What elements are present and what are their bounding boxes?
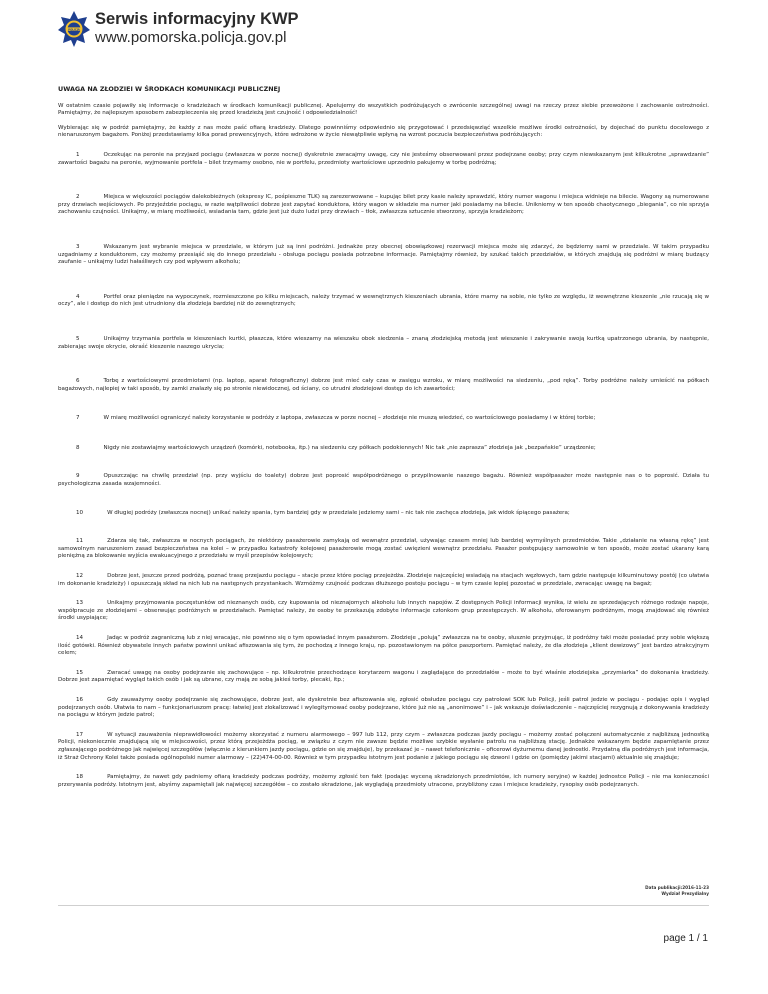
- page-number: page 1 / 1: [663, 933, 708, 944]
- advice-item-text: Wskazanym jest wybranie miejsca w przedziale, w którym już są inni podróżni. Jednakże przy obecnej obowiązkowej rezerwacji miejsca może się zdarzyć, że będziemy sami w przedziale. W takim przypadku uzgadniamy z konduktorem, czy możemy przesiąść się do innego przedziału - obsługa pociągu posiada potrzebne informacje. Pamiętajmy również, by szukać takich przedziałów, w których znajdują się podróżni w miarę budzący zaufanie – unikajmy ludzi hałaśliwych czy pod wpływem alkoholu;: [58, 243, 709, 266]
- advice-item: [58, 194, 709, 217]
- advice-item: [58, 510, 709, 518]
- site-title: Serwis informacyjny KWP: [95, 10, 299, 28]
- advice-item-number: 12: [76, 573, 84, 580]
- advice-item-number: 16: [76, 696, 84, 703]
- advice-item-text: W miarę możliwości ograniczyć należy korzystanie w podróży z laptopa, zwłaszcza w porze nocnej – złodzieje nie muszą wiedzieć, co wartościowego posiadamy i w której torbie;: [103, 415, 596, 422]
- advice-item-text: Gdy zauważymy osoby podejrzanie się zachowujące, dobrze jest, ale dyskretnie bez afiszowania się, zgłosić obsłudze pociągu czy patrolowi SOK lub Policji, jeśli patrol jedzie w pociągu - podając opis i wygląd podejrzanych osób. Ułatwia to nam – funkcjonariuszom pracę: łatwiej jest zlokalizować i wylegitymować osoby podejrzane, które już nie są „anonimowe” i – jak wskazuje doświadczenie – najczęściej rezygnują z dokonywania kradzieży na pociągu w którym jedzie patrol;: [58, 696, 709, 719]
- advice-item-number: 7: [76, 415, 80, 422]
- advice-item-text: W długiej podróży (zwłaszcza nocnej) unikać należy spania, tym bardziej gdy w przedziale jedziemy sami – nic tak nie zachęca złodzieja, jak widok śpiącego pasażera;: [107, 509, 570, 516]
- publication-date: Data publikacji:2016-11-23: [645, 885, 709, 890]
- advice-item-number: 5: [76, 335, 80, 342]
- advice-item: [58, 774, 709, 789]
- publication-meta: [645, 885, 709, 896]
- advice-item-text: Jadąc w podróż zagraniczną lub z niej wracając, nie powinno się o tym opowiadać innym pasażerom. Złodzieje „polują” zwłaszcza na te osoby, słusznie przyjmując, iż podróżny taki może posiadać przy sobie większą ilość gotówki. Również obywatele innych państw powinni unikać afiszowania się tym, że pochodzą z innego kraju, np. pozostawionym na półce paszportem. Pamiętać należy, że dla złodzieja „klient dewizowy” jest bardzo atrakcyjnym celem;: [58, 635, 709, 657]
- advice-item-text: Miejsca w większości pociągów dalekobieżnych (ekspresy IC, pośpieszne TLK) są zarezerwowane – kupując bilet przy kasie należy sprawdzić, który numer wagonu i miejsca widnieje na bilecie. Wagony są numerowane przy drzwiach wejściowych. Po przyjeździe pociągu, w razie wątpliwości dobrze jest zapytać konduktora, który wagon w składzie ma numer jaki posiadamy na bilecie. Unikniemy w ten sposób chaotycznego „biegania”, co nie sprzyja zachowaniu czujności. Unikajmy, w miarę możliwości, wsiadania tam, gdzie jest już dużo ludzi przy drzwiach – tłok, zwłaszcza sztucznie stworzony, sprzyja kradzieżom;: [58, 194, 709, 216]
- advice-item-text: Torbę z wartościowymi przedmiotami (np. laptop, aparat fotograficzny) dobrze jest mieć cały czas w zasięgu wzroku, w miarę możliwości na siedzeniu, „pod ręką”. Torby podróżne należy umieścić na półkach bagażowych, najlepiej w taki sposób, by zamki znalazły się po stronie niewidocznej, od ściany, co utrudni złodziejowi dostęp do ich zawartości;: [58, 378, 709, 392]
- advice-item: [58, 732, 709, 762]
- advice-item-number: 4: [76, 293, 80, 300]
- advice-item: [58, 538, 709, 561]
- advice-item: [58, 635, 709, 658]
- advice-item-number: 17: [76, 731, 84, 738]
- advice-item-number: 2: [76, 194, 80, 201]
- publication-author: Wydział Prezydialny: [661, 890, 709, 896]
- advice-item-text: Zwracać uwagę na osoby podejrzanie się zachowujące – np. kilkukrotnie przechodzące korytarzem wagonu i zaglądające do przedziałów – może to być właśnie złodziejska „przymiarka” do dokonania kradzieży. Dobrze jest zapamiętać wygląd takich osób i jak są ubrane, czy mają ze sobą jakieś torby, plecaki, itp.;: [58, 669, 709, 684]
- site-url: www.pomorska.policja.gov.pl: [95, 29, 287, 46]
- advice-item: [58, 294, 709, 309]
- advice-item: [58, 473, 709, 488]
- advice-item: [58, 573, 709, 588]
- advice-item-number: 6: [76, 378, 80, 385]
- advice-item: [58, 697, 709, 720]
- advice-item: [58, 600, 709, 623]
- footer-divider: [58, 905, 709, 906]
- advice-item: [58, 336, 709, 351]
- advice-item-text: Unikajmy przyjmowania poczęstunków od nieznanych osób, czy kupowania od nieznajomych alkoholu lub innych napojów. Z dostępnych Policji informacji wynika, iż wielu ze sprzedających różnego rodzaje napoje, współpracuje ze złodziejami – obserwując podróżnych w przedziałach. Pamiętać należy, że osoby te przekazują zdobyte informacje członkom grup przestępczych. W alkoholu, oferowanym podróżnym, mogą znajdować się również środki usypiające;: [58, 600, 709, 622]
- advice-item-text: Portfel oraz pieniądze na wypoczynek, rozmieszczone po kilku miejscach, należy trzymać w wewnętrznych kieszeniach ubrania, które mamy na sobie, nie tylko ze względu, iż wewnętrzne kieszenie „nie rzucają się w oczy”, ale i dostęp do nich jest utrudniony dla złodzieja bardziej niż do zewnętrznych;: [58, 293, 709, 308]
- advice-item-number: 14: [76, 635, 84, 641]
- advice-list: [58, 152, 709, 789]
- advice-item: [58, 670, 709, 685]
- article-title: UWAGA NA ZŁODZIEI W ŚRODKACH KOMUNIKACJI PUBLICZNEJ: [58, 85, 281, 93]
- intro-paragraph: W ostatnim czasie pojawiły się informacje o kradzieżach w środkach komunikacji publicznej. Apelujemy do wszystkich podróżujących o zwrócenie szczególnej uwagi na rzeczy przez siebie przewożone i zachowanie ostrożności. Pamiętajmy, że najlepszym sposobem zabezpieczenia się przed kradzieżą jest czujność i odpowiedzialność!: [58, 102, 709, 117]
- advice-item-number: 3: [76, 243, 80, 250]
- police-star-logo-icon: [57, 10, 91, 48]
- advice-item-text: Oczekując na peronie na przyjazd pociągu (zwłaszcza w porze nocnej) dyskretnie zwracajmy uwagę, czy nie jesteśmy obserwowani przez podejrzane osoby; przy czym niewskazanym jest kilkukrotne „sprawdzanie” zawartości bagażu na peronie, wyjmowanie portfela – bilet trzymamy osobno, nie w portfelu, przedmioty wartościowe uprzednio pakujemy w torbę podróżną;: [58, 151, 709, 166]
- advice-item-number: 9: [76, 473, 80, 480]
- advice-item: [58, 378, 709, 393]
- advice-item: [58, 244, 709, 267]
- advice-item-text: Dobrze jest, jeszcze przed podróżą, poznać trasę przejazdu pociągu – stacje przez które pociąg przejeżdża. Złodzieje najczęściej wsiadają na stacjach węzłowych, tam gdzie następuje kilkuminutowy postój (co ułatwia im dokonanie kradzieży) i opuszczają skład na nich lub na następnych przystankach. Wzmóżmy czujność podczas dłuższego postoju pociągu – w tym czasie lepiej pozostać w przedziale, zwracając uwagę na bagaż;: [58, 573, 709, 587]
- advice-item-number: 18: [76, 774, 84, 781]
- advice-item-number: 8: [76, 444, 80, 451]
- advice-item: [58, 445, 709, 453]
- article-intro: [58, 103, 709, 140]
- advice-item-text: W sytuacji zauważenia nieprawidłowości możemy skorzystać z numeru alarmowego – 997 lub 112, przy czym – zwłaszcza podczas jazdy pociągu – możemy zostać połączeni automatycznie z najbliższą jednostką Policji, niekoniecznie znajdującą się w miejscowości, przez którą przejeżdża pociąg, w związku z czym nie zawsze będzie możliwe szybkie wysłanie patrolu na najbliższą stację. Jednakże wskazanym będzie zapamiętanie przez zgłaszającego podróżnego jak najwięcej szczegółów (włącznie z kierunkiem jazdy pociągu, gdzie on się znajduje), by przekazać je – nawet telefonicznie – oficerowi dyżurnemu danej jednostki. Przydatną dla podróżnych jest informacja, iż Straż Ochrony Kolei także posiada ogólnopolski numer alarmowy – (22)474-00-00. Również w tym przypadku istotnym jest podanie z jakiego pociągu się dzwoni i gdzie on (pomiędzy jakimi stacjami) aktualnie się znajduje;: [58, 731, 709, 761]
- article-body: [58, 86, 709, 789]
- advice-item-number: 1: [76, 151, 80, 158]
- advice-item-text: Unikajmy trzymania portfela w kieszeniach kurtki, płaszcza, które wieszamy na wieszaku obok siedzenia – znaną złodziejską metodą jest wieszanie i zakrywanie swoją kurtką upatrzonego ubrania, by następnie, zabierając swoje okrycie, okraść kieszenie naszego ukrycia;: [58, 335, 709, 350]
- advice-item-text: Nigdy nie zostawiajmy wartościowych urządzeń (komórki, notebooka, itp.) na siedzeniu czy półkach podokiennych! Nic tak „nie zaprasza” złodzieja jak „bezpańskie” urządzenie;: [103, 444, 596, 451]
- svg-text:POLICJA: POLICJA: [68, 28, 80, 32]
- advice-item: [58, 152, 709, 167]
- advice-item-text: Opuszczając na chwilę przedział (np. przy wyjściu do toalety) dobrze jest poprosić współpodróżnego o przypilnowanie naszego bagażu. Również współpasażer może następnie nas o to poprosić. Działa tu psychologiczna zasada wzajemności.: [58, 473, 709, 488]
- advice-item-number: 13: [76, 600, 84, 607]
- advice-item-text: Zdarza się tak, zwłaszcza w nocnych pociągach, że niektórzy pasażerowie zamykają od wewnątrz przedział, używając czasem mniej lub bardziej wymyślnych przedmiotów. Takie „działanie na własną rękę” jest samowolnym naruszeniem zasad bezpieczeństwa na kolei – w przypadku katastrofy kolejowej pasażerowie mogą zostać uwięzieni wewnątrz przedziału. Pasażer postępujący samowolnie w ten sposób, może zostać ukarany karą pieniężną za blokowanie wyjścia ewakuacyjnego z przedziału w myśl przepisów kolejowych;: [58, 538, 709, 560]
- advice-item-text: Pamiętajmy, że nawet gdy padniemy ofiarą kradzieży podczas podróży, możemy zgłosić ten fakt (podając wyceną skradzionych przedmiotów, ich numery seryjne) w każdej jednostce Policji – nie ma konieczności przerywania podróży. Istotnym jest, abyśmy zapamiętali jak najwięcej szczegółów – co zostało skradzione, jak wyglądają przedmioty utracone, przybliżony czas i miejsce kradzieży, rysopisy osób podejrzanych.: [58, 774, 709, 788]
- advice-item-number: 15: [76, 669, 84, 676]
- advice-item-number: 10: [76, 509, 84, 516]
- advice-item-number: 11: [76, 538, 84, 545]
- advice-item: [58, 415, 709, 423]
- intro-paragraph: Wybierając się w podróż pamiętajmy, że każdy z nas może paść ofiarą kradzieży. Dlatego powinniśmy odpowiednio się przygotować i przedsięwziąć wszelkie możliwe środki ostrożności, by dojechać do punktu docelowego z nienaruszonym bagażem. Poniżej przedstawiamy kilka porad prewencyjnych, które wdrożone w życie niewątpliwie wpłyną na wzrost poczucia bezpieczeństwa podróżujących:: [58, 124, 709, 139]
